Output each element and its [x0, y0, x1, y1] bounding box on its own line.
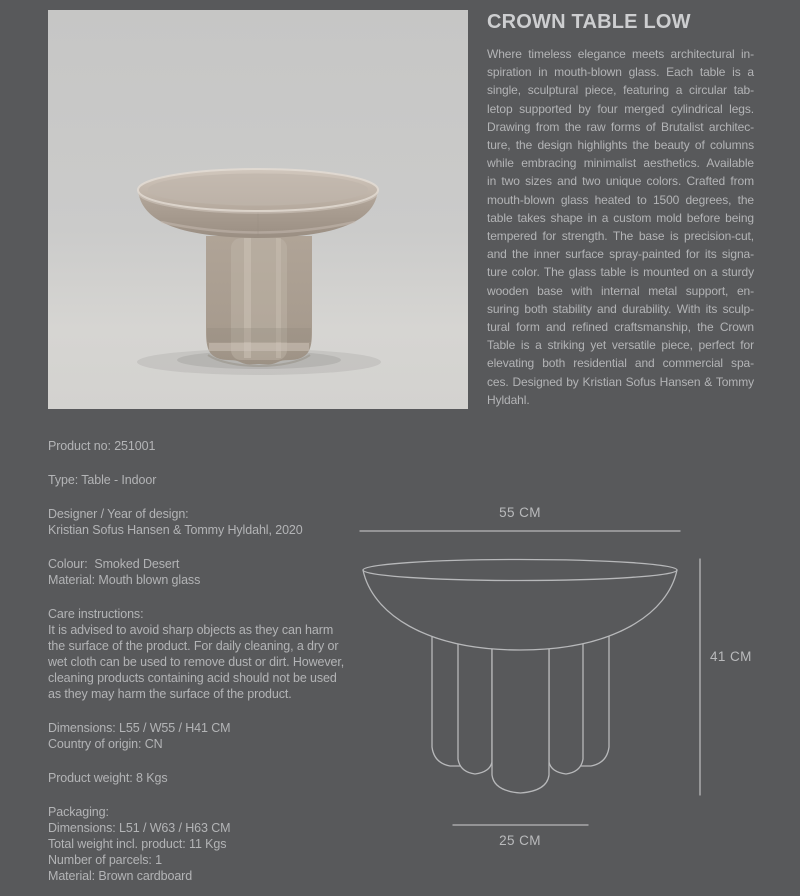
- page-title: CROWN TABLE LOW: [487, 11, 691, 33]
- text-line: letop supported by four merged cylindrical legs.: [487, 101, 754, 116]
- text-line: Dimensions: L55 / W55 / H41 CM: [48, 721, 231, 735]
- base-dimension-label: 25 CM: [499, 833, 541, 848]
- text-line: spiration in mouth-blown glass. Each table is a: [487, 65, 754, 80]
- detail-block: [48, 506, 380, 538]
- text-line: Dimensions: L51 / W63 / H63 CM: [48, 821, 231, 835]
- width-dimension-label: 55 CM: [499, 505, 541, 520]
- detail-block: [48, 472, 380, 488]
- detail-block: [48, 720, 380, 752]
- text-line: Care instructions:: [48, 607, 144, 621]
- text-line: the surface of the product. For daily cleaning, a dry or: [48, 639, 339, 653]
- text-line: while embracing minimalist aesthetics. Available: [487, 156, 754, 171]
- text-line: Total weight incl. product: 11 Kgs: [48, 837, 227, 851]
- text-line: cleaning products containing acid should not be used: [48, 671, 337, 685]
- text-line: ces. Designed by Kristian Sofus Hansen & Tommy: [487, 374, 754, 389]
- text-line: in two sizes and two unique colors. Crafted from: [487, 174, 754, 189]
- detail-block: [48, 606, 380, 702]
- text-line: Table is a striking yet versatile piece, perfect for: [487, 338, 754, 353]
- text-line: Colour: Smoked Desert: [48, 557, 180, 571]
- text-line: Drawing from the raw forms of Brutalist architec-: [487, 119, 754, 134]
- text-line: tural form and refined craftsmanship, the Crown: [487, 320, 754, 335]
- text-line: wooden base with internal metal support, en-: [487, 283, 754, 298]
- text-line: suring both stability and durability. With its sculp-: [487, 301, 754, 316]
- detail-block: [48, 438, 380, 454]
- text-line: Country of origin: CN: [48, 737, 163, 751]
- text-line: single, sculptural piece, featuring a circular tab-: [487, 83, 754, 98]
- text-line: Designer / Year of design:: [48, 507, 189, 521]
- text-line: wet cloth can be used to remove dust or dirt. However,: [48, 655, 345, 669]
- dimension-drawing: [340, 495, 780, 875]
- text-line: Kristian Sofus Hansen & Tommy Hyldahl, 2020: [48, 523, 303, 537]
- text-line: Hyldahl.: [487, 392, 530, 407]
- text-line: Product no: 251001: [48, 439, 156, 453]
- text-line: mouth-blown glass heated to 1500 degrees, the: [487, 192, 754, 207]
- text-line: ture color. The glass table is mounted on a sturdy: [487, 265, 754, 280]
- text-line: elevating both residential and commercial spa-: [487, 356, 754, 371]
- table-base: [206, 236, 312, 366]
- text-line: Material: Mouth blown glass: [48, 573, 201, 587]
- height-dimension-label: 41 CM: [710, 649, 752, 664]
- text-line: Packaging:: [48, 805, 109, 819]
- table-top-outline: [363, 560, 677, 651]
- text-line: It is advised to avoid sharp objects as they can harm: [48, 623, 334, 637]
- text-line: table takes shape in a custom mold before being: [487, 210, 754, 225]
- text-line: Product weight: 8 Kgs: [48, 771, 168, 785]
- product-details: [48, 438, 380, 896]
- product-photo: [48, 10, 468, 409]
- text-line: Type: Table - Indoor: [48, 473, 157, 487]
- text-line: Where timeless elegance meets architectural in-: [487, 47, 754, 61]
- detail-block: [48, 770, 380, 786]
- detail-block: [48, 804, 380, 884]
- product-photo-illustration: [48, 10, 468, 409]
- detail-block: [48, 556, 380, 588]
- text-line: tempered for strength. The base is precision-cut,: [487, 229, 754, 244]
- product-description: [487, 45, 754, 409]
- text-line: Material: Brown cardboard: [48, 869, 193, 883]
- text-line: as they may harm the surface of the product.: [48, 687, 292, 701]
- text-line: ture, the design highlights the beauty of columns: [487, 138, 754, 153]
- text-line: Number of parcels: 1: [48, 853, 163, 867]
- text-line: and the inner surface spray-painted for its signa-: [487, 247, 754, 262]
